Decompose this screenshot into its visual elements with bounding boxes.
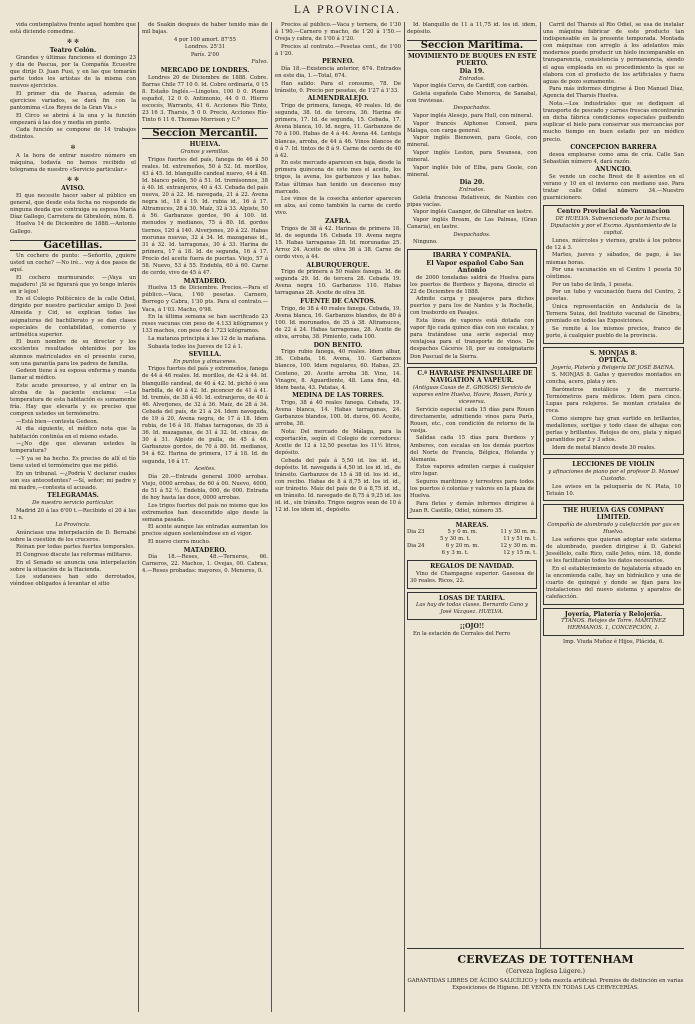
paragraph: Huelva 14 de Diciembre de 1888.—Antonio Gallego. — [10, 221, 136, 235]
ad-body: GARANTIDAS LIBRES DE ÁCIDO SALICÍLICO y toda mezcla artificial. Premios de distinción en varias Exposiciones de Higiene. DE VENTA EN TODAS LAS CERVECERÍAS. — [407, 978, 684, 991]
tide-row — [407, 543, 537, 550]
heading-gacetillas: Gacetillas. — [10, 240, 136, 251]
paragraph: Subasta todos los Jueves de 12 á 1. — [148, 343, 243, 350]
paragraph: Id. blanquillo de 11 á 11,75 id. los id. idem, depósito. — [407, 22, 537, 36]
heading-matadero: MATADERO. — [183, 546, 227, 554]
paragraph: Los señores que quieran adoptar este sistema de alumbrado, pueden dirigirse á D. Gabriel Jesséllelo, calle Rico, calle Jefes, núm. 18, donde se les facilitarán todos los datos necesarios. — [546, 536, 681, 564]
paragraph: En la última semana se han sacrificado 23 reses vacunas con peso de 4.133 kilógramos y 133 machos, con peso de 1.723 kilógramos. — [142, 314, 268, 335]
heading-vacunacion: Centro Provincial de Vacunacion — [556, 208, 671, 216]
paragraph: Como siempre hay gran surtido en brillantes, medallones, sortijas y todo clase de alhajas con perlas y brillantes. Relojes de oro, plata y níquel garantidos por 2 y 3 años. — [546, 415, 681, 444]
paragraph: Admite carga y pasajeros para dichos puertos y para los de Nantes y la Rochelle, con trasbordo en Pasajes. — [410, 296, 534, 317]
heading-telegramas: TELEGRAMAS. — [47, 492, 99, 500]
signature: Fulvo. — [251, 59, 268, 66]
tide-cell: 11 y 30 m. m. — [500, 529, 537, 536]
subheading: TTANOS. Relojes de Torre. MARTÍNEZ HERMANOS. 1, CONCEPCIÓN, 1. — [561, 618, 666, 632]
heading-monjas: S. MONJAS 8. — [589, 349, 638, 357]
paragraph: Trigo, de 38 á 40 reales fanega. Cebada, 19. Avena blanca, 16. Garbanzos blandos, de 80 á 100. Id. morunados, de 35 á 38. Altramuces, de 22 á 24. Habas tarragonas, 28. Aceite de oliva, arroba, 38. Pimiento, cada 100. — [275, 305, 401, 341]
column-rule — [404, 22, 405, 1012]
heading-ojo: ¡¡OJO!! — [459, 623, 485, 631]
heading-ibarra: IBARRA Y COMPAÑÍA. — [432, 252, 512, 260]
tide-row — [407, 529, 537, 536]
paragraph: El cochero murmurando: —¡Vaya un majadero! ¡Si se figurará que yo tengo interés en ir lejos! — [10, 274, 136, 295]
paragraph: Cada función se compone de 14 trabajos distintos. — [10, 127, 136, 141]
paragraph: Esta línea de vapores está dotada con vapor fijo cada quince días con sus escalas, y para tratándose una serie especial muy ventajosa para el transporte de vinos. De despachos Cáceres 18, por su consignatario Don Pascual de la Sierra. — [410, 318, 534, 360]
heading-movimiento: MOVIMIENTO DE BUQUES EN ESTE PUERTO. — [407, 53, 537, 68]
heading-medina: MEDINA DE LAS TORRES. — [292, 392, 384, 400]
subheading: De nuestro servicio particular. — [32, 499, 114, 506]
tide-table — [407, 529, 537, 557]
paragraph: Trigos de 38 á 42. Harinas de primera 18. Id. de segunda 16. Cebada 19. Avena negra 15. Habas tarraganas 28. Id. morunadas 25. Arroz 24. Aceite de oliva 36 á 38. Carne de cerdo vivo, á 44. — [275, 225, 401, 260]
subheading: Las hay de todas clases. Bernardo Cano y José Vázquez. HUELVA. — [416, 602, 528, 616]
paragraph: Los sudaneses han sido derrotados, viéndose obligados á levantar el sitio — [10, 574, 136, 588]
tide-cell: 11 y 51 m. t. — [503, 536, 537, 543]
tide-cell: 5 y 0 m. m. — [447, 529, 478, 536]
paragraph: Se vende un coche Brest de 8 asientos en el verano y 10 en el invierno con mediano uso. Para tratar calle Odiel número 34.—Nuestro guarnicionero. — [543, 173, 684, 202]
paragraph: Vapor inglés Leston, para Swansea, con mineral. — [407, 150, 537, 164]
heading-day: Dia 19. — [459, 67, 485, 75]
heading-mareas: MAREAS. — [455, 521, 489, 529]
paragraph: Cebada del país á 5,50 id. los id. id., depósito. Id. navegada á 4,50 id. los id. id., de tránsito. Garbanzos de 15 á 38 id. los id. id., con recibo. Habas de 8 á 8,75 id. los id. id., sur tránsito. Maíz del país de 0 á 8,75 id. id., en tránsito. Id. navegado de 8,75 á 9,25 id. los id. id., sin tránsito. Trigos negros sean de 10 á 12 id. los idem id., depósito. — [275, 457, 401, 514]
heading-alburquerque: ALBURQUERQUE. — [306, 261, 370, 269]
paragraph: Al dia siguiente, el médico nota que la habitación continúa en el mismo estado. — [10, 426, 136, 440]
heading-fuente-cantos: FUENTE DE CANTOS. — [300, 298, 376, 306]
paragraph: S. MONJAS 8. Gafas y quevedos montados en concha, acero, plata y oro. — [546, 372, 681, 386]
column-rule — [138, 22, 139, 1012]
paragraph: Nota: Del mercado de Málaga, para la exportación, según el Colegio de corredores: Aceite de 12 á 12,50 pesetas los 11½ litros, depósito. — [275, 428, 401, 457]
heading-anuncio: ANUNCIO. — [595, 166, 632, 174]
tide-row — [407, 536, 537, 543]
paragraph: Servicio especial cada 15 días para Rouen directamente, admitiendo vinos para París, Rouen, etc., con condición de retorno de la vasija. — [410, 406, 534, 434]
paragraph: Idem de metal blanco desde 30 reales. — [552, 444, 656, 451]
paragraph: Vapor inglés Bienowen, para Goole, con mineral. — [407, 135, 537, 149]
heading-mercado-londres: MERCADO DE LONDRES. — [160, 67, 250, 75]
paragraph: El buen nombre de su director y los excelentes resultados obtenidos por los alumnos matriculados en el presente curso, son una garantía para los padres de familia. — [10, 339, 136, 367]
paragraph: Trigo de primera, fanega, 40 reales. Id. de segunda, 38. Id. de tercera, 36. Harina de primera, 17. Id. de segunda, 15. Cebada, 17. Avena blanca, 10. Id. negra, 11. Garbanzos de 70 á 100. Habas de 4 á 44. Avena 44. Lenteja blancas, arroba, de 44 á 46. Vinos blancos de 6 á 7. Id. tintos de 8 á 9. Carne de cerdo de 40 á 42. — [275, 103, 401, 159]
paragraph: En la estación de Cerrales del Ferro — [413, 630, 511, 637]
ad-title: C.ª HAVRAISE PENINSULAIRE DE NAVIGATION A VAPEUR. — [417, 370, 533, 385]
tide-day: Dia 23 — [407, 529, 425, 536]
paragraph: Madrid 20 á las 6'00 t.—Recibido el 20 á las 12 n. — [10, 507, 136, 521]
paragraph: El nuevo cierra mucho. — [148, 539, 211, 546]
subheading: Aceites. — [194, 466, 216, 473]
paragraph: En este mercado aparecen en baja, desde la primera quincena de este mes el aceite, los trigos, la avena, los garbanzos y las habas. Estas últimas han tenido un descenso muy marcado. — [275, 160, 401, 195]
divider-stars: ✻ ✻ — [67, 175, 79, 183]
paragraph: Un cochero de punto: —Señorito, ¿quiere usted un coche? —No iré... voy á dos pasos de aquí. — [10, 252, 136, 273]
paragraph: Martes, jueves y sábados, de pago, á las mismas horas. — [546, 252, 681, 266]
heading-aviso: AVISO. — [61, 184, 85, 192]
paragraph: Por una vacunación en el Centro 1 peseta 50 céntimos. — [546, 267, 681, 281]
subheading: La Provincia. — [55, 522, 91, 529]
paragraph: Día 18.—Reses, 48.—Terneros, 66. Carneros, 22. Machos, 1. Ovejas, 00. Cabras, 4.—Reses probadas: mayores, 0. Menores, 0. — [142, 554, 268, 575]
tide-cell: 6 y 20 m. m. — [445, 543, 480, 550]
paragraph: Los vinos de la cosecha anterior aparecen en alza, así como también la carne de cerdo vivo. — [275, 196, 401, 217]
ad-peninsulaire — [407, 367, 537, 518]
ad-gas-company — [543, 504, 684, 604]
paragraph: Goleta española Cabo Menorca, de Sanabal, con traviesas. — [407, 90, 537, 104]
heading-zafra: ZAFRA. — [325, 218, 351, 226]
subheading: DE HUELVA. Subvencionado por la Excma. Diputación y por el Excmo. Ayuntamiento de la capital. — [550, 215, 677, 237]
column-rule — [271, 22, 272, 1012]
ad-cervezas-tottenham — [407, 948, 684, 1015]
paragraph: A la hora de entrar nuestro número en máquina, todavía no hemos recibido el telegrama de nuestro «Servicio particular.» — [10, 152, 136, 173]
divider-stars: ✻ — [70, 143, 76, 151]
tide-day: Dia 24 — [407, 543, 425, 550]
ad-regalos — [407, 560, 537, 588]
paragraph: La matanza principia á las 12 de la mañana. — [148, 335, 267, 342]
paragraph: Goleta francesa Relativeux, de Nantes con pipas vacías. — [407, 194, 537, 208]
subheading: Entrados. — [458, 186, 486, 193]
paragraph: desea emplearse como ama de cría. Calle San Sebastián número 4, dará razón. — [543, 151, 684, 165]
paragraph: Vapor inglés Isle of Elba, para Goole, con mineral. — [407, 164, 537, 178]
paragraph: de Suakin después de haber tenido más de mil bajas. — [142, 22, 268, 36]
column-rule — [540, 22, 541, 948]
paragraph: Vapor inglés Bream, de Las Palmas, (Gran Canaria), en lastre. — [407, 216, 537, 230]
paragraph: Nota.—Los industriales que se dediquen al transporte de pescado y carnes frescas encontrarán en dicha fábrica condiciones especiales pudiendo suplicar el hielo para conservar sus mercancías por mucho tiempo en buen estado por un módico precio. — [543, 101, 684, 143]
subheading: y afinaciones de piano por el profesor D. Manuel Custodio. — [548, 468, 679, 483]
heading-huelva: HUELVA. — [189, 141, 221, 149]
paragraph: Grandes y últimas funciones el domingo 23 y dia de Pascua, por la Compañía Ecuestre que dirije D. Juan Fusi, y en las que tomarán parte todos los artistas de la misma con nuevos ejercicios. — [10, 54, 136, 90]
column-2 — [142, 22, 268, 1012]
paragraph: —Y ya se ha hecho. Es preciso de allí el tío tiene usted el termómetro que me pidió. — [10, 455, 136, 469]
paragraph: —Está bien—contesta Gedeon. — [16, 418, 99, 425]
ad-optica — [543, 347, 684, 456]
ad-lecciones — [543, 458, 684, 501]
tide-cell: 12 y 30 m. m. — [500, 543, 537, 550]
subheading: Granos y semillas. — [180, 149, 230, 155]
paragraph: En el Senado se anuncia una interpelación sobre la situación de la Hacienda. — [10, 559, 136, 573]
paragraph: Día 20.—Entrada general 3000 arrobas. Viejo, 0000 arrobas, de 60 á 00. Nuevo, 4000, de 51 á 52 ½. Endebla, 000, de 000. Entrada de hoy hasta las doce, 0000 arrobas. — [142, 473, 268, 501]
paragraph: El Circo se abrirá á la una y la función empezará á las dos y media en punto. — [10, 112, 136, 126]
heading-day: Dia 20. — [459, 179, 485, 187]
paragraph: Trigo de primera á 50 reales fanega. Id. de segunda 29. Id. de tercera 28. Cebada 19. Avena negra 10. Garbanzos 110. Habas tarraganas 28. Aceite de oliva 38. — [275, 269, 401, 297]
paragraph: Anúnciase una interpelación de D. Bernabé sobre la cuestión de los cruceros. — [10, 529, 136, 543]
tide-cell: 5 y 30 m. t. — [439, 536, 471, 543]
subheading: Entrados. — [458, 75, 486, 82]
paragraph: vida contemplativa frente aquel hombre que está diciendo comedme. — [10, 22, 136, 36]
paragraph: Lunes, miércoles y viernes, gratis á los pobres de 12 á 3. — [546, 237, 681, 251]
paragraph: Trigo rubio fanega, 40 reales. Idem albar, 36. Cebada, 16. Avena, 10. Garbanzos blancos, 100. Idem regulares, 60. Habas, 25. Centeno, 20. Aceite arroba 38. Vino, 14. Vinagre, 8. Aguardiente, 48. Lana fina, 48. Idem basta, 43. Patatas, 4. — [275, 349, 401, 391]
heading-concepcion: CONCEPCION BARRERA — [570, 144, 657, 152]
paragraph: El primer dia de Pascua, además de ejercicios variados, se dará fin con la pantomima «Los Reyes de la Gran Via.» — [10, 90, 136, 112]
ad-losas — [407, 592, 537, 620]
column-3 — [275, 22, 401, 1012]
heading-perneo: PERNEO. — [321, 58, 355, 66]
column-1 — [10, 22, 136, 1012]
paragraph: Este acude presuroso, y al entrar en la alcoba de la paciente exclama: —La temperatura de esta habitación es sumamente fría. Hay que elevarla y es preciso que compren ustedes un termómetro. — [10, 382, 136, 418]
ad-vacunacion — [543, 205, 684, 343]
paragraph: Para más informes dirigirse á Don Manuel Díaz, Agencia del Tharsis Huelva. — [543, 86, 684, 100]
paragraph: Salidas cada 15 días para Burdeos y Amberes, con escalas en los demás puertos del Norte de Francia, Bélgica, Holanda y Alemania. — [410, 435, 534, 463]
ad-title: CERVEZAS DE TOTTENHAM — [457, 953, 634, 966]
subheading: Despachados. — [453, 231, 491, 238]
paragraph: Huelva 15 de Diciembre. Precios.—Para el público.—Vaca, 1'60 pesetas. Carnero, Borrego y Cabra, 1'30 pts. Para el contrato.—Vaca, á 1'03. Macho, 0'98. — [142, 285, 268, 313]
heading-joyeria: Joyería, Platería y Relojería. — [564, 610, 663, 618]
paragraph: Trigo, 38 á 40 reales fanega. Cebada, 19. Avena blanca, 14. Habas tarraganas, 24. Garbanzos blandos, 100. Id. duros, 60. Aceite, arroba, 38. — [275, 399, 401, 428]
paragraph: Única representación en Andalucía de la Ternera Suiza, del Instituto vacunal de Ginebra, premiado en todas las Exposiciones. — [546, 304, 681, 325]
paragraph: En el Colegio Politécnico de la calle Odiel, dirigido por nuestro particular amigo D. José Almeida y Cid, se explican todas las asignaturas del bachillerato y se dan clases especiales de contabilidad, comercio y aritmética superior. — [10, 296, 136, 338]
heading-almendralejo: ALMENDRALEJO. — [307, 95, 369, 103]
heading-regalos: REGALOS DE NAVIDAD. — [430, 563, 514, 571]
paragraph: El que necesite hacer saber al público en general, que desde esta fecha no responde de ninguna deuda que contraiga su esposa María Díaz Gallego, Carretera de Gibraleón, núm. 8. — [10, 192, 136, 220]
paragraph: Los avisos en la peluquería de N. Plata, 10 Tetuán 10. — [546, 483, 681, 497]
paragraph: Han salido: Para el consumo, 78. De tránsito, 0. Precio por pesetas, de 1'27 á 1'33. — [275, 80, 401, 94]
paragraph: Vapor inglés Alesejo, para Hull, con mineral. — [413, 113, 534, 120]
paragraph: Vino de Champagne superior. Gaseosa de 30 reales. Ricos, 22. — [410, 571, 534, 585]
ad-title: El Vapor español Cabo San Antonio — [426, 258, 524, 274]
paragraph: Los trigos fuertes del país no mismo que los extremeños han descendido algo desde la semana pasada. — [142, 502, 268, 523]
tide-cell: 6 y 3 m. t. — [441, 550, 469, 557]
paragraph: El Congreso discute las reformas militares. — [16, 552, 133, 559]
paragraph: Carril del Tharsis al Rio Odiel, se usa de instalar una máquina fabricar de este producto tan indispensable en la presente temporada. Montada con máquinas con arreglo á los adelantos más modernos puede producir un hielo incomparable en transparencia, consistencia y permanencia, siendo el agua empleada en su procedimiento la que se elabora con el producto de los artificiales y fuera aguas de pozo sumamente. — [543, 22, 684, 85]
paragraph: Se remite á los mismos precios, franco de porte, á cualquier pueblo de la provincia. — [546, 325, 681, 339]
paragraph: Por un tubo de linfa, 1 peseta. — [552, 281, 633, 288]
heading-don-benito: DON BENITO. — [313, 341, 363, 349]
paragraph: —¿No dije que elevaran ustedes la temperatura? — [10, 441, 136, 455]
ad-joyeria — [543, 608, 684, 636]
ad-subtitle: (Cerveza Inglesa Lúgere.) — [506, 968, 585, 975]
paragraph: Ninguno. — [413, 239, 438, 246]
heading-sevilla: SEVILLA. — [188, 351, 222, 359]
heading-optica: ÓPTICA. — [598, 357, 629, 365]
paragraph: Reinan por todas partes fuertes temporales. — [16, 544, 135, 551]
paragraph: En un tribunal. —¿Podría V. declarar cuales son sus antecedentes? —Sí, señor; mi padre y mi madre,—contesta el acusado. — [10, 470, 136, 491]
paragraph: Trigos fuertes del país, fanega de 46 á 50 reales. Id. extremeños, 50 á 52. Id. morillos, 43 á 45. Id. blanquillo candeal nuevo, 44 á 48. Id. blanco pelón, 50 á 51. Id. tremisonnos, 38 á 40. Id. extranjeros, 40 á 43. Cebada del país nueva, 20 á 22. Id. navegada, 21 á 22. Avena negra id., 18 á 19. Id. rubia id., 16 á 17. Altramuces, 28 á 30. Maíz, 32 á 33. Alpiste, 50 á 56. Garbanzos gordos, 90 á 100. Id. menudos y medianos, 75 á 80. Id. gordos tiernos, 120 á 140. Alverjones, 20 á 22. Habas morunas nuevas, 32 á 34. Id. mazaganas id., 31 á 32. Id. tarragonas, 30 á 33. Harina de primera, 17 á 18. Id. de segunda, 16 á 17. Precio del aceite fuera de puertas. Viejo, 57 á 58. Nuevo, 53 á 55. Endebla, 60 á 60. Carne de cerdo, vivo de 45 á 47. — [142, 156, 268, 277]
paragraph: Estos vapores admiten cargas á cualquier otro lugar. — [410, 464, 534, 478]
heading-seccion-maritima: Seccion Maritima. — [407, 40, 537, 51]
paragraph: Vapor francés Alphonse Conseil, para Málaga, con carga general. — [407, 120, 537, 134]
subheading: Joyería, Platería y Relojería DE JOSÉ BAENA. — [552, 364, 675, 371]
column-5 — [543, 22, 684, 946]
paragraph: Londres 20 de Diciembre de 1888. Cobre. Barras Chile 77 10 0. Id. Cobre ordinaria, 0 15 8. Estaño Inglés.—Lingotes, 100 0 0. Plomo español, 12 0 0. Antimonio, 44 0 0. Hierro escocés, Warrants, 41 6. Acciones Río Tinto, 23 16 3. Tharsis, 5 0 0. Precio, Acciones Río-Tinto 6 11 6. Thomas Morrison y C.ª — [142, 74, 268, 124]
paragraph: Por un tubo y vacunación fuera del Centro, 2 pesetas. — [546, 289, 681, 303]
rate-line: 4 por 100 amort. 87'55 — [174, 36, 236, 43]
masthead: LA PROVINCIA. — [293, 5, 402, 16]
paragraph: Trigos fuertes del país y extremeños, fanega de 44 á 46 reales. Id. morillos, de 42 á 44. Id. blanquillo candeal, de 40 á 42. Id. pichó ó sea barbilla, de 40 á 42. Id. piconcer de 41 á 41. Id. tremés, de 38 á 40. Id. extranjeros, de 40 á 46. Alverjones, de 32 á 36. Maíz, de 28 á 34. Cebada del país, de 21 á 24. Idem navegada, de 19 á 20. Avena negra, de 17 á 18. Idem rubia, de 16 á 18. Habas tarragonas, de 35 á 36. Id. mazaganas, de 31 á 32. Id. chicas, de 30 á 31. Alpiste de pulla, de 45 á 46. Garbanzos gordos, de 70 á 80. Id. medianos, 54 á 62. Harina de primera, 17 á 18. Id. de segunda, 16 á 17. — [142, 366, 268, 465]
subheading: (Antiguas Casas de E. GROSOS) Servicio de vapores entre Huelva, Havre, Rouen, París y viceversa. — [412, 384, 532, 405]
tide-cell: 12 y 15 m. t. — [503, 550, 537, 557]
paragraph: Para fletes y demás informes dirigirse á Juan R. Castillo, Odiel, número 35. — [410, 500, 534, 514]
ad-ibarra — [407, 249, 537, 364]
heading-losas: LOSAS DE TARIFA. — [439, 594, 505, 602]
column-4 — [407, 22, 537, 946]
paragraph: de 2000 toneladas saldrá de Huelva para los puertos de Burdeos y Bayona, directo el 22 de Diciembre de 1888. — [410, 274, 534, 295]
paragraph: En el establecimiento de hojalatería situado en la encomienda calle, hay un hidráulico y una de cuarto de quinqué y donde se fijan para los instalaciones del nuevo sistema y aparatos de calefacción. — [546, 565, 681, 600]
rate-line: París. 2'00 — [190, 51, 220, 58]
rate-line: Londres. 25'31 — [184, 44, 226, 51]
imprint: Imp. Viuda Muñoz é Hijos, Plácida, 6. — [563, 638, 664, 645]
paragraph: Vapor inglés Cervo, de Cardiff, con carbón. — [413, 83, 529, 90]
paragraph: Barómetros metálicos y de mercurio. Termómetros para médicos. Idem para cinco. Lupas para relojeros. Se montan cristales de roca. — [546, 387, 681, 415]
heading-matadero: MATADERO. — [183, 277, 227, 285]
paragraph: El aceite aunque las entradas aumentan los precios siguen sosteniéndose en el vigor. — [142, 524, 268, 538]
heading-seccion-mercantil: Seccion Mercantil. — [142, 128, 268, 139]
subheading: Despachados. — [453, 105, 491, 112]
heading-teatro: Teatro Colón. — [49, 47, 97, 55]
paragraph: Vapor inglés Caangor, de Gibraltar en lastre. — [413, 209, 534, 216]
subheading: Compañía de alumbrado y calefacción por gas en Huelva. — [547, 522, 680, 536]
heading-lecciones: LECCIONES DE VIOLIN — [572, 461, 655, 469]
subheading: En puntos y almacenes. — [173, 358, 237, 365]
heading-gas: THE HUELVA GAS COMPANY LIMITED. — [562, 507, 665, 522]
paragraph: Precios al público.—Vaca y ternera, de 1'30 á 1'90.—Carnero y macho, de 1'20 á 1'50.—Oveja y cabra, de 1'00 á 1'20. — [275, 22, 401, 43]
paragraph: Precios al contrato.—Pesetas cent., de 1'00 á 1'20. — [275, 43, 401, 57]
tide-row — [407, 550, 537, 557]
paragraph: Seguros marítimos y terrestres para todos los puertos ó colonias y valores en la plaza de Huelva. — [410, 479, 534, 500]
divider-stars: ✻ ✻ — [67, 38, 79, 46]
paragraph: Día 18.—Existencia anterior, 674. Entrados en este dia, 1.—Total, 674. — [275, 66, 401, 80]
paragraph: Gedeon tiene á su esposa enferma y manda llamar al médico. — [10, 368, 136, 382]
